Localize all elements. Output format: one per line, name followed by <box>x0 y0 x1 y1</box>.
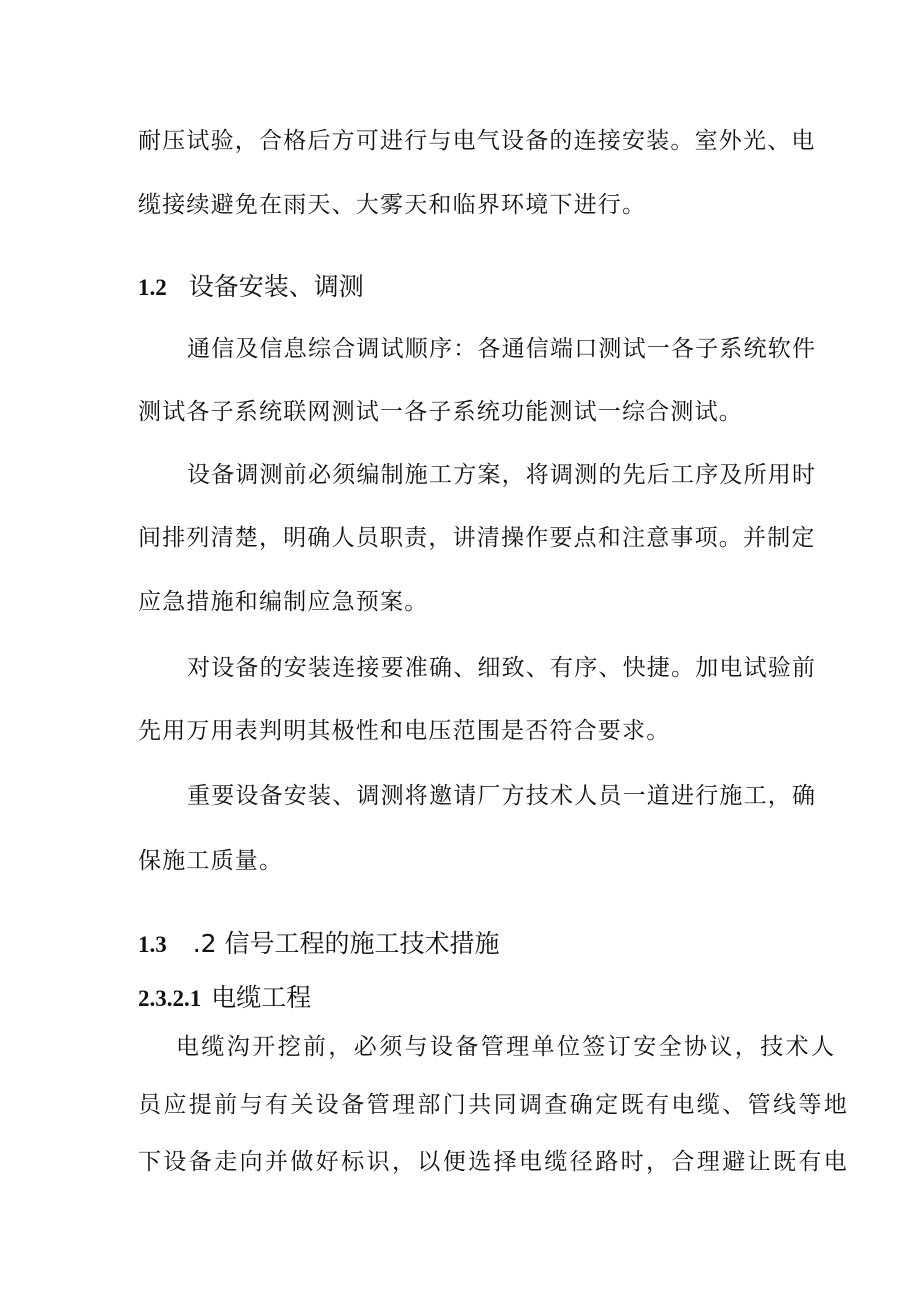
section-number: 2.3.2.1 <box>138 986 202 1011</box>
paragraph-line: 间排列清楚，明确人员职责，讲清操作要点和注意事项。并制定 <box>138 525 816 551</box>
paragraph-line: 对设备的安装连接要准确、细致、有序、快捷。加电试验前 <box>187 655 817 681</box>
paragraph-line: 应急措施和编制应急预案。 <box>138 589 429 615</box>
section-number: 1.2 <box>138 275 167 300</box>
section-heading-2-3-2-1 <box>138 982 311 1015</box>
section-title: 电缆工程 <box>211 983 312 1012</box>
paragraph-line: 重要设备安装、调测将邀请厂方技术人员一道进行施工，确 <box>187 783 817 809</box>
section-heading-1-3 <box>138 928 500 961</box>
paragraph-line: 电缆沟开挖前，必须与设备管理单位签订安全协议，技术人 <box>176 1034 837 1060</box>
paragraph-line: 缆接续避免在雨天、大雾天和临界环境下进行。 <box>138 192 647 218</box>
section-title: 设备安装、调测 <box>188 272 364 301</box>
paragraph-line: 下设备走向并做好标识，以便选择电缆径路时，合理避让既有电 <box>138 1149 850 1175</box>
section-number: 1.3 <box>138 932 167 957</box>
paragraph-line: 员应提前与有关设备管理部门共同调查确定既有电缆、管线等地 <box>138 1092 850 1118</box>
section-title: .2 信号工程的施工技术措施 <box>192 929 500 958</box>
paragraph-line: 通信及信息综合调试顺序：各通信端口测试一各子系统软件 <box>187 336 817 362</box>
paragraph-line: 保施工质量。 <box>138 848 284 874</box>
paragraph-line: 先用万用表判明其极性和电压范围是否符合要求。 <box>138 718 671 744</box>
section-heading-1-2 <box>138 271 364 304</box>
paragraph-line: 测试各子系统联网测试一各子系统功能测试一综合测试。 <box>138 399 743 425</box>
paragraph-line: 耐压试验，合格后方可进行与电气设备的连接安装。室外光、电 <box>138 128 816 154</box>
paragraph-line: 设备调测前必须编制施工方案，将调测的先后工序及所用时 <box>187 462 817 488</box>
